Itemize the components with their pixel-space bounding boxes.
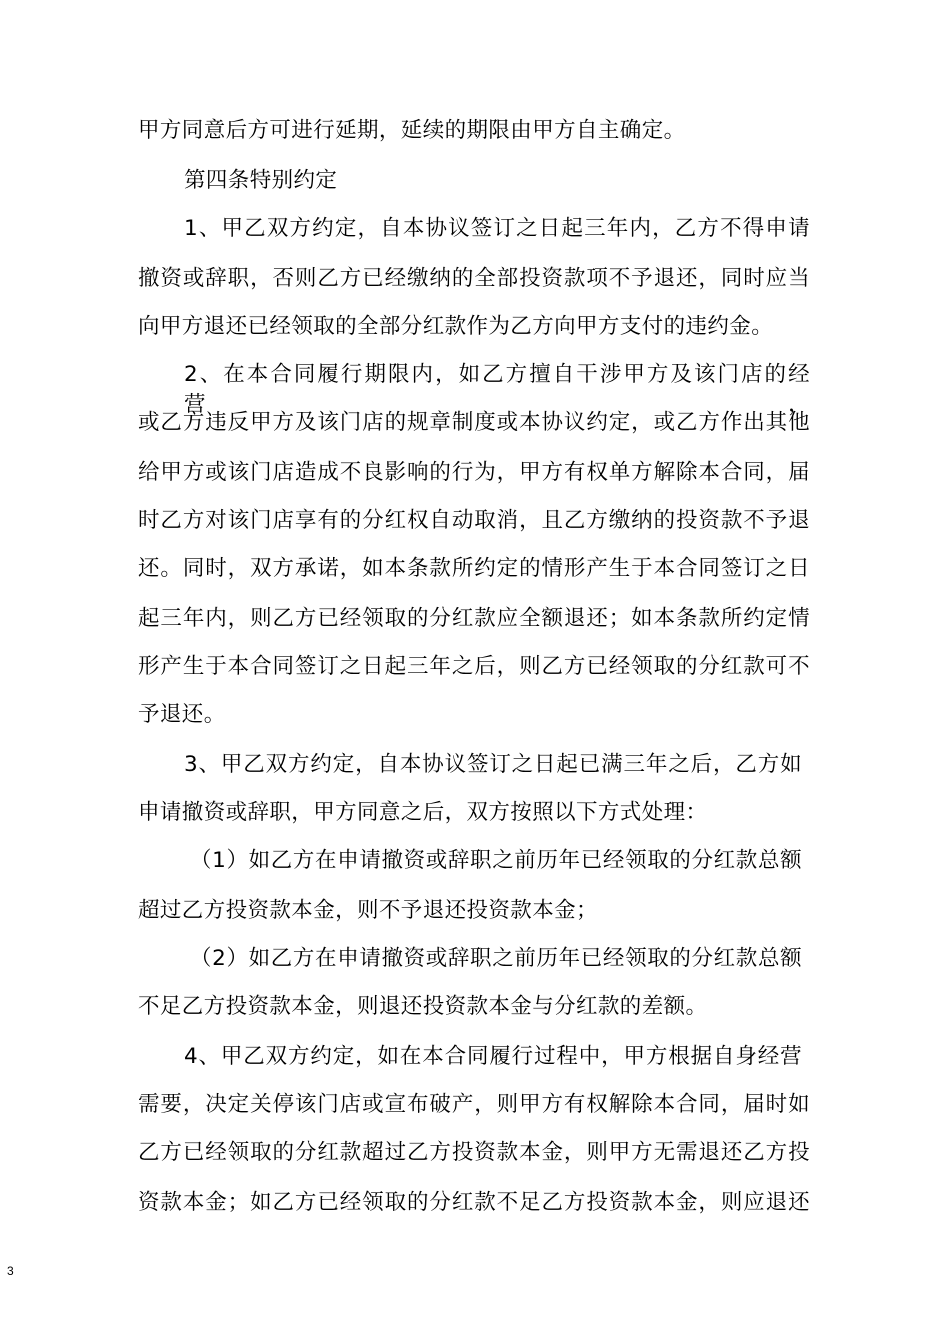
clause-4-line-2: 需要，决定关停该门店或宣布破产，则甲方有权解除本合同，届时如 <box>138 1092 810 1117</box>
item-1-line-2: 超过乙方投资款本金，则不予退还投资款本金； <box>138 898 598 923</box>
clause-2-line-7: 形产生于本合同签订之日起三年之后，则乙方已经领取的分红款可不 <box>138 654 810 679</box>
clause-3-line-1: 3、甲乙双方约定，自本协议签订之日起已满三年之后，乙方如 <box>184 752 802 777</box>
clause-2-line-2: 或乙方违反甲方及该门店的规章制度或本协议约定，或乙方作出其他 <box>138 410 810 435</box>
clause-2-line-8: 予退还。 <box>138 702 226 727</box>
page-number: 3 <box>7 1264 14 1278</box>
item-1-line-1: （1）如乙方在申请撤资或辞职之前历年已经领取的分红款总额 <box>190 848 802 873</box>
clause-4-line-1: 4、甲乙双方约定，如在本合同履行过程中，甲方根据自身经营 <box>184 1044 802 1069</box>
clause-2-line-4: 时乙方对该门店享有的分红权自动取消，且乙方缴纳的投资款不予退 <box>138 508 810 533</box>
clause-1-line-1: 1、甲乙双方约定，自本协议签订之日起三年内，乙方不得申请 <box>184 216 810 241</box>
clause-2-line-1: 2、在本合同履行期限内，如乙方擅自干涉甲方及该门店的经营， <box>184 362 810 417</box>
clause-2-line-5: 还。同时，双方承诺，如本条款所约定的情形产生于本合同签订之日 <box>138 556 810 581</box>
clause-4-line-3: 乙方已经领取的分红款超过乙方投资款本金，则甲方无需退还乙方投 <box>138 1140 810 1165</box>
clause-1-line-2: 撤资或辞职，否则乙方已经缴纳的全部投资款项不予退还，同时应当 <box>138 266 810 291</box>
item-2-line-1: （2）如乙方在申请撤资或辞职之前历年已经领取的分红款总额 <box>190 946 802 971</box>
article-heading: 第四条特别约定 <box>184 168 338 193</box>
text-line-1: 甲方同意后方可进行延期，延续的期限由甲方自主确定。 <box>138 118 686 143</box>
clause-3-line-2: 申请撤资或辞职，甲方同意之后，双方按照以下方式处理： <box>138 800 708 825</box>
clause-2-line-3: 给甲方或该门店造成不良影响的行为，甲方有权单方解除本合同，届 <box>138 460 810 485</box>
clause-4-line-4: 资款本金；如乙方已经领取的分红款不足乙方投资款本金，则应退还 <box>138 1190 810 1215</box>
clause-2-line-6: 起三年内，则乙方已经领取的分红款应全额退还；如本条款所约定情 <box>138 606 810 631</box>
clause-1-line-3: 向甲方退还已经领取的全部分红款作为乙方向甲方支付的违约金。 <box>138 314 774 339</box>
item-2-line-2: 不足乙方投资款本金，则退还投资款本金与分红款的差额。 <box>138 994 708 1019</box>
